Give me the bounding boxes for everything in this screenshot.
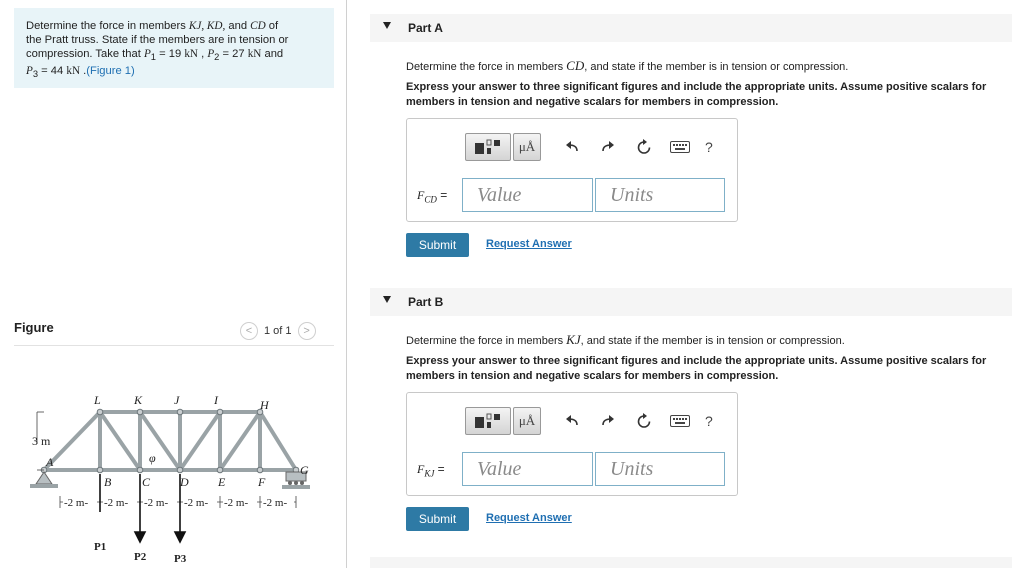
keyboard-icon[interactable] (669, 410, 691, 432)
keyboard-icon[interactable] (669, 136, 691, 158)
next-part-header-edge (370, 557, 1012, 568)
collapse-caret-icon[interactable] (383, 296, 391, 303)
node-label-k: K (134, 393, 143, 407)
units-icon[interactable]: μÅ (513, 407, 541, 435)
span-label-6: -2 m- (263, 497, 288, 509)
height-dimension-label: 3 m (32, 434, 51, 448)
part-b-answer-box (406, 392, 738, 496)
part-a-submit-button[interactable]: Submit (406, 233, 469, 257)
node-label-f: F (258, 475, 266, 489)
math-toolbar (465, 133, 713, 161)
span-label-3: -2 m- (144, 497, 169, 509)
part-b-instructions: Express your answer to three significant figures and include the appropriate units. Assume positive scalars for members in tension and negative scalars for members in compression. (406, 355, 987, 382)
undo-icon[interactable] (561, 410, 583, 432)
part-b-request-answer-link[interactable]: Request Answer (486, 512, 572, 524)
node-label-d: D (180, 475, 189, 489)
pratt-truss-figure (28, 392, 328, 568)
load-label-p2: P2 (134, 551, 147, 563)
node-label-b: B (104, 475, 112, 489)
part-b-title: Part B (408, 295, 444, 309)
part-a-header[interactable] (370, 14, 1012, 42)
problem-line-2: the Pratt truss. State if the members are in tension or (26, 34, 289, 46)
column-divider (346, 0, 347, 568)
pin-support-a (30, 472, 58, 488)
node-label-l: L (94, 393, 101, 407)
figure-next-button[interactable]: > (298, 322, 316, 340)
part-b-units-input[interactable]: Units (595, 452, 725, 486)
part-a-value-input[interactable]: Value (462, 178, 593, 212)
part-a-units-input[interactable]: Units (595, 178, 725, 212)
undo-icon[interactable] (561, 136, 583, 158)
part-b-value-input[interactable]: Value (462, 452, 593, 486)
node-label-h: H (260, 398, 269, 412)
node-label-e: E (218, 475, 226, 489)
part-b-header[interactable] (370, 288, 1012, 316)
collapse-caret-icon[interactable] (383, 22, 391, 29)
problem-line-1: Determine the force in members KJ, KD, and CD of (26, 20, 279, 32)
problem-line-3: compression. Take that $P_1 = 19$ kN , $P_2 = 27$ kN and (26, 48, 284, 63)
figure-prev-button[interactable]: < (240, 322, 258, 340)
units-icon[interactable]: μÅ (513, 133, 541, 161)
part-b-question: Determine the force in members KJ, and state if the member is in tension or compression. (406, 332, 845, 347)
reset-icon[interactable] (633, 410, 655, 432)
span-label-2: -2 m- (104, 497, 129, 509)
figure-pager (240, 321, 316, 341)
help-icon[interactable]: ? (705, 139, 713, 155)
part-a-answer-box (406, 118, 738, 222)
node-label-c: C (142, 475, 151, 489)
span-label-4: -2 m- (184, 497, 209, 509)
redo-icon[interactable] (597, 136, 619, 158)
part-b-submit-button[interactable]: Submit (406, 507, 469, 531)
span-label-1: -2 m- (64, 497, 89, 509)
part-a-instructions: Express your answer to three significant figures and include the appropriate units. Assume positive scalars for members in tension and negative scalars for members in compression. (406, 81, 987, 108)
angle-label-phi: φ (149, 451, 156, 465)
figure-divider (14, 345, 334, 346)
span-label-5: -2 m- (224, 497, 249, 509)
problem-statement (14, 8, 334, 88)
node-label-g: G (300, 463, 309, 477)
math-toolbar (465, 407, 713, 435)
templates-icon[interactable] (465, 407, 511, 435)
node-label-j: J (174, 393, 180, 407)
help-icon[interactable]: ? (705, 413, 713, 429)
figure-heading: Figure (14, 320, 54, 335)
part-a-variable-label: $F_{CD}$ = (417, 188, 448, 205)
figure-page-indicator: 1 of 1 (264, 325, 292, 337)
load-label-p1: P1 (94, 541, 107, 553)
node-label-a: A (46, 455, 54, 469)
part-a-question: Determine the force in members CD, and state if the member is in tension or compression. (406, 58, 849, 73)
templates-icon[interactable] (465, 133, 511, 161)
part-b-variable-label: $F_{KJ}$ = (417, 462, 445, 479)
part-a-title: Part A (408, 21, 443, 35)
problem-line-4: $P_3 = 44$ kN .(Figure 1) (26, 65, 135, 80)
reset-icon[interactable] (633, 136, 655, 158)
part-a-request-answer-link[interactable]: Request Answer (486, 238, 572, 250)
figure-link[interactable]: (Figure 1) (86, 65, 135, 78)
node-label-i: I (214, 393, 218, 407)
load-label-p3: P3 (174, 553, 187, 565)
redo-icon[interactable] (597, 410, 619, 432)
